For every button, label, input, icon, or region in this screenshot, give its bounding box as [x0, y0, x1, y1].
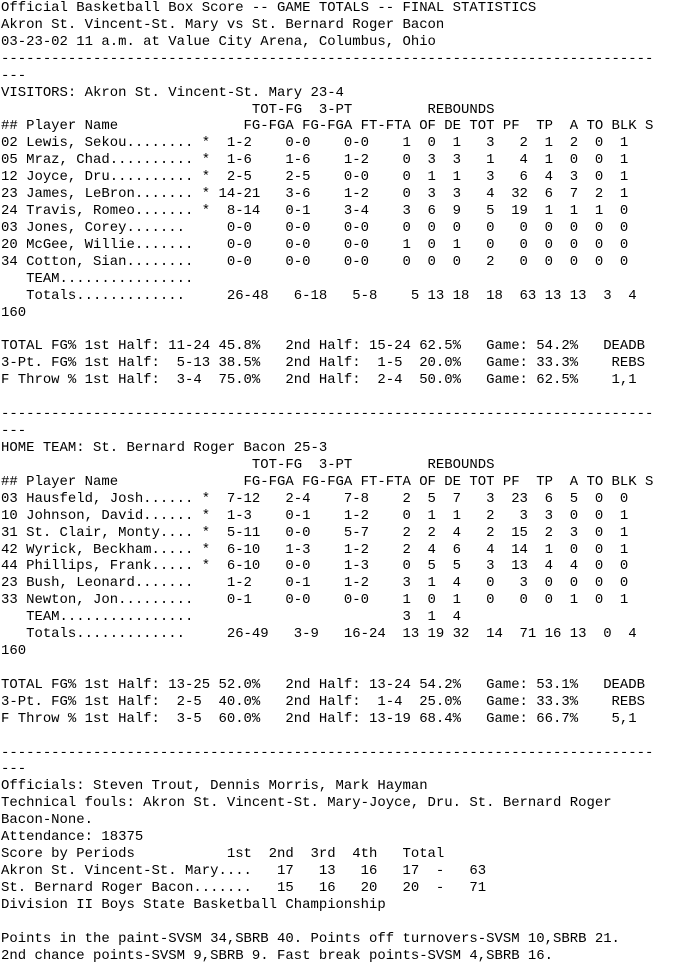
document-line	[1, 914, 691, 931]
document-line: 23 Bush, Leonard....... 1-2 0-1 1-2 3 1 4 0 3 0 0 0 0	[1, 575, 629, 592]
document-line: Akron St. Vincent-St. Mary.... 17 13 16 17 - 63	[1, 863, 487, 880]
document-line: 44 Phillips, Frank..... * 6-10 0-0 1-3 0 5 5 3 13 4 4 0 0	[1, 558, 629, 575]
document-line: 160	[1, 304, 27, 321]
document-line: 10 Johnson, David...... * 1-3 0-1 1-2 0 1 1 2 3 3 0 0 1	[1, 507, 629, 524]
document-line: Totals............. 26-48 6-18 5-8 5 13 18 18 63 13 13 3 4	[1, 287, 637, 304]
document-line: Division II Boys State Basketball Championship	[1, 896, 386, 913]
document-line: VISITORS: Akron St. Vincent-St. Mary 23-4	[1, 84, 344, 101]
document-line: 03-23-02 11 a.m. at Value City Arena, Columbus, Ohio	[1, 33, 436, 50]
document-line: 2nd chance points-SVSM 9,SBRB 9. Fast break points-SVSM 4,SBRB 16.	[1, 947, 554, 964]
document-line: ---	[1, 67, 27, 84]
document-line: 23 James, LeBron....... * 14-21 3-6 1-2 0 3 3 4 32 6 7 2 1	[1, 186, 629, 203]
document-line: TEAM................ 3 1 4	[1, 609, 462, 626]
document-line: TOTAL FG% 1st Half: 13-25 52.0% 2nd Half: 13-24 54.2% Game: 53.1% DEADB	[1, 676, 646, 693]
document-line: Points in the paint-SVSM 34,SBRB 40. Points off turnovers-SVSM 10,SBRB 21.	[1, 930, 620, 947]
document-line: 31 St. Clair, Monty.... * 5-11 0-0 5-7 2 2 4 2 15 2 3 0 1	[1, 524, 629, 541]
document-line: ------------------------------------------------------------------------------	[1, 744, 654, 761]
document-line: 24 Travis, Romeo....... * 8-14 0-1 3-4 3 6 9 5 19 1 1 1 0	[1, 203, 629, 220]
document-line: ---	[1, 423, 27, 440]
document-line: St. Bernard Roger Bacon....... 15 16 20 20 - 71	[1, 879, 487, 896]
document-line: Attendance: 18375	[1, 829, 144, 846]
document-line: Official Basketball Box Score -- GAME TOTALS -- FINAL STATISTICS	[1, 0, 537, 16]
document-line: 42 Wyrick, Beckham..... * 6-10 1-3 1-2 2 4 6 4 14 1 0 0 1	[1, 541, 629, 558]
document-line: ------------------------------------------------------------------------------	[1, 406, 654, 423]
document-line: ---	[1, 761, 27, 778]
document-line: TOT-FG 3-PT REBOUNDS	[1, 456, 495, 473]
document-line: 160	[1, 643, 27, 660]
document-line: 34 Cotton, Sian........ 0-0 0-0 0-0 0 0 0 2 0 0 0 0 0	[1, 253, 629, 270]
document-line: ## Player Name FG-FGA FG-FGA FT-FTA OF DE TOT PF TP A TO BLK S	[1, 118, 654, 135]
document-line: 3-Pt. FG% 1st Half: 5-13 38.5% 2nd Half: 1-5 20.0% Game: 33.3% REBS	[1, 355, 646, 372]
document-line: Totals............. 26-49 3-9 16-24 13 19 32 14 71 16 13 0 4	[1, 626, 637, 643]
document-line: 12 Joyce, Dru.......... * 2-5 2-5 0-0 0 1 1 3 6 4 3 0 1	[1, 169, 629, 186]
document-line	[1, 322, 691, 339]
document-line: TOTAL FG% 1st Half: 11-24 45.8% 2nd Half: 15-24 62.5% Game: 54.2% DEADB	[1, 338, 646, 355]
document-line: Technical fouls: Akron St. Vincent-St. Mary-Joyce, Dru. St. Bernard Roger	[1, 795, 612, 812]
document-line: 3-Pt. FG% 1st Half: 2-5 40.0% 2nd Half: 1-4 25.0% Game: 33.3% REBS	[1, 693, 646, 710]
document-line: TOT-FG 3-PT REBOUNDS	[1, 101, 495, 118]
document-line	[1, 728, 691, 745]
document-line: Bacon-None.	[1, 812, 94, 829]
document-line: Score by Periods 1st 2nd 3rd 4th Total	[1, 846, 445, 863]
document-line: 33 Newton, Jon......... 0-1 0-0 0-0 1 0 1 0 0 0 1 0 1	[1, 592, 629, 609]
document-line: F Throw % 1st Half: 3-5 60.0% 2nd Half: 13-19 68.4% Game: 66.7% 5,1	[1, 710, 637, 727]
document-line: 03 Hausfeld, Josh...... * 7-12 2-4 7-8 2 5 7 3 23 6 5 0 0	[1, 490, 629, 507]
document-line: F Throw % 1st Half: 3-4 75.0% 2nd Half: 2-4 50.0% Game: 62.5% 1,1	[1, 372, 637, 389]
document-line: TEAM................	[1, 270, 194, 287]
document-line: 03 Jones, Corey....... 0-0 0-0 0-0 0 0 0 0 0 0 0 0 0	[1, 219, 629, 236]
document-line: Akron St. Vincent-St. Mary vs St. Bernard Roger Bacon	[1, 16, 445, 33]
document-line: Officials: Steven Trout, Dennis Morris, Mark Hayman	[1, 778, 428, 795]
document-line: 05 Mraz, Chad.......... * 1-6 1-6 1-2 0 3 3 1 4 1 0 0 1	[1, 152, 629, 169]
document-line: HOME TEAM: St. Bernard Roger Bacon 25-3	[1, 439, 328, 456]
document-line: ------------------------------------------------------------------------------	[1, 50, 654, 67]
document-line	[1, 389, 691, 406]
document-line: 02 Lewis, Sekou........ * 1-2 0-0 0-0 1 0 1 3 2 1 2 0 1	[1, 135, 629, 152]
document-line	[1, 660, 691, 677]
document-line: 20 McGee, Willie....... 0-0 0-0 0-0 1 0 1 0 0 0 0 0 0	[1, 236, 629, 253]
document-line: ## Player Name FG-FGA FG-FGA FT-FTA OF DE TOT PF TP A TO BLK S	[1, 473, 654, 490]
